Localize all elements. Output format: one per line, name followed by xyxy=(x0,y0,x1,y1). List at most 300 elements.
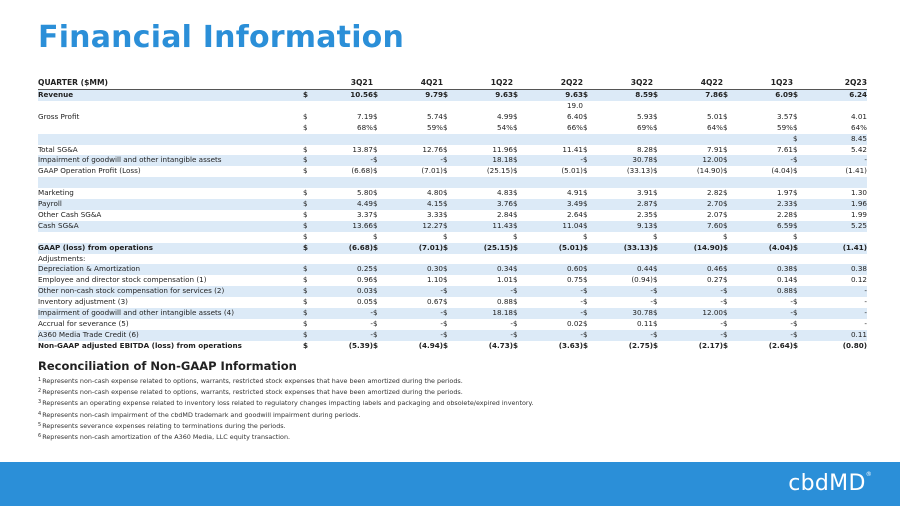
value-cell: - xyxy=(733,155,793,166)
value-cell: 0.03 xyxy=(313,286,373,297)
currency-symbol xyxy=(653,101,663,112)
currency-symbol: $ xyxy=(723,330,733,341)
value-cell: 8.28 xyxy=(636,144,653,154)
value-cell: (4.04) xyxy=(771,166,793,176)
value-cell: 0.38 xyxy=(733,264,793,275)
currency-symbol xyxy=(723,134,733,145)
value-cell: 10.56 xyxy=(313,90,373,101)
currency-symbol xyxy=(303,177,313,188)
footer-bar xyxy=(0,462,900,506)
value-cell xyxy=(313,254,373,265)
table-row xyxy=(38,134,867,145)
currency-symbol: $ xyxy=(303,90,313,101)
value-cell xyxy=(313,134,373,145)
currency-symbol: $ xyxy=(793,243,803,254)
currency-symbol: $ xyxy=(653,90,663,101)
currency-symbol xyxy=(723,177,733,188)
value-cell: 12.76 xyxy=(422,144,443,154)
currency-symbol: $ xyxy=(373,286,383,297)
row-label: Impairment of goodwill and other intangible assets (4) xyxy=(38,308,303,319)
currency-symbol: $ xyxy=(793,221,803,232)
value-cell: 0.12 xyxy=(850,275,867,285)
currency-symbol: $ xyxy=(793,166,798,176)
footnote-text: Represents non-cash amortization of the A360 Media, LLC equity transaction. xyxy=(42,433,291,442)
currency-symbol xyxy=(373,254,383,265)
value-cell xyxy=(383,134,443,145)
value-cell xyxy=(663,101,723,112)
currency-symbol: $ xyxy=(583,155,593,166)
currency-symbol: $ xyxy=(653,330,663,341)
row-label: Other Cash SG&A xyxy=(38,209,102,219)
value-cell: (6.68) xyxy=(351,166,373,176)
currency-symbol: $ xyxy=(723,319,728,329)
value-cell: - xyxy=(803,286,867,297)
table-row xyxy=(38,286,867,297)
value-cell xyxy=(453,134,513,145)
value-cell: 54% xyxy=(497,122,513,132)
currency-symbol: $ xyxy=(443,122,448,132)
value-cell: - xyxy=(593,330,653,341)
value-cell: - xyxy=(370,319,373,329)
footnote xyxy=(38,376,878,387)
value-cell: - xyxy=(440,319,443,329)
value-cell: 3.33 xyxy=(426,209,443,219)
value-cell: 8.59 xyxy=(593,90,653,101)
currency-symbol: $ xyxy=(653,297,658,307)
currency-symbol: $ xyxy=(303,319,308,329)
logo-trademark: ® xyxy=(865,471,872,478)
value-cell xyxy=(593,134,653,145)
value-cell: (5.01) xyxy=(523,243,583,254)
value-cell: - xyxy=(313,330,373,341)
currency-symbol: $ xyxy=(793,90,803,101)
row-label: Accrual for severance (5) xyxy=(38,319,129,329)
table-row xyxy=(38,123,867,134)
footnote-text: Represents non-cash expense related to options, warrants, restricted stock expenses that have been amortized during the periods. xyxy=(42,388,463,397)
currency-symbol: $ xyxy=(653,144,658,154)
currency-symbol xyxy=(443,101,453,112)
value-cell: 11.41 xyxy=(562,144,583,154)
value-cell: 0.38 xyxy=(803,264,867,275)
value-cell: 11.96 xyxy=(492,144,513,154)
value-cell: (2.75) xyxy=(628,340,653,350)
value-cell: 0.60 xyxy=(523,264,583,275)
currency-symbol: $ xyxy=(723,286,733,297)
value-cell: 0.88 xyxy=(733,286,793,297)
currency-symbol: $ xyxy=(303,144,308,154)
value-cell xyxy=(313,177,373,188)
footnote-text: Represents non-cash impairment of the cbdMD trademark and goodwill impairment during periods. xyxy=(42,410,361,419)
value-cell: (7.01) xyxy=(421,166,443,176)
value-cell: 0.96 xyxy=(356,275,373,285)
row-label: Total SG&A xyxy=(38,144,78,154)
value-cell xyxy=(803,254,867,265)
financial-table xyxy=(38,78,867,352)
value-cell: 9.63 xyxy=(453,90,513,101)
value-cell: 7.19 xyxy=(356,111,373,121)
currency-symbol: $ xyxy=(513,319,518,329)
currency-symbol: $ xyxy=(513,166,518,176)
table-row xyxy=(38,210,867,221)
currency-symbol: $ xyxy=(793,275,798,285)
row-label: GAAP (loss) from operations xyxy=(38,243,303,254)
currency-symbol: $ xyxy=(373,199,383,210)
currency-symbol xyxy=(583,254,593,265)
value-cell: 9.63 xyxy=(523,90,583,101)
value-cell xyxy=(663,232,723,243)
footnote-marker: 4 xyxy=(38,410,42,417)
value-cell: (0.80) xyxy=(842,340,867,350)
row-label: Non-GAAP adjusted EBITDA (loss) from operations xyxy=(38,340,242,350)
value-cell xyxy=(593,101,653,112)
currency-symbol: $ xyxy=(303,330,313,341)
value-cell xyxy=(733,232,793,243)
currency-symbol: $ xyxy=(303,155,313,166)
footnote-marker: 3 xyxy=(38,399,42,406)
currency-symbol: $ xyxy=(653,231,658,241)
value-cell: - xyxy=(523,308,583,319)
currency-symbol: $ xyxy=(583,275,588,285)
value-cell: 2.33 xyxy=(733,199,793,210)
value-cell: 0.44 xyxy=(593,264,653,275)
table-header-row xyxy=(38,78,867,90)
row-label: Inventory adjustment (3) xyxy=(38,297,128,307)
currency-symbol: $ xyxy=(723,264,733,275)
quarter-header: 1Q22 xyxy=(443,78,513,90)
value-cell: (4.94) xyxy=(418,340,443,350)
currency-symbol: $ xyxy=(373,209,378,219)
currency-symbol: $ xyxy=(653,209,658,219)
footnote-text: Represents severance expenses relating to terminations during the periods. xyxy=(42,421,286,430)
currency-symbol: $ xyxy=(303,286,313,297)
currency-symbol: $ xyxy=(583,297,588,307)
value-cell: - xyxy=(510,319,513,329)
currency-symbol: $ xyxy=(793,199,803,210)
value-cell: 3.37 xyxy=(356,209,373,219)
currency-symbol: $ xyxy=(583,231,588,241)
value-cell: 1.30 xyxy=(850,188,867,198)
currency-symbol xyxy=(443,134,453,145)
currency-symbol: $ xyxy=(443,243,453,254)
value-cell: 11.04 xyxy=(523,221,583,232)
value-cell: - xyxy=(803,308,867,319)
row-label: Impairment of goodwill and other intangible assets xyxy=(38,155,303,166)
row-label: Gross Profit xyxy=(38,111,80,121)
currency-symbol: $ xyxy=(443,221,453,232)
currency-symbol: $ xyxy=(513,188,518,198)
value-cell xyxy=(663,134,723,145)
quarter-header: 4Q21 xyxy=(373,78,443,90)
currency-symbol: $ xyxy=(373,243,383,254)
value-cell: 4.80 xyxy=(426,188,443,198)
footnotes xyxy=(38,376,878,443)
reconciliation-title: Reconciliation of Non-GAAP Information xyxy=(38,359,297,373)
value-cell: 59% xyxy=(777,122,793,132)
value-cell: (3.63) xyxy=(558,340,583,350)
value-cell: 1.10 xyxy=(426,275,443,285)
value-cell: (2.64) xyxy=(768,340,793,350)
currency-symbol: $ xyxy=(793,111,798,121)
value-cell: (25.15) xyxy=(453,243,513,254)
currency-symbol: $ xyxy=(653,243,663,254)
currency-symbol: $ xyxy=(653,340,659,350)
value-cell: 2.28 xyxy=(776,209,793,219)
currency-symbol: $ xyxy=(513,308,523,319)
value-cell: 2.84 xyxy=(496,209,513,219)
value-cell xyxy=(733,177,793,188)
value-cell: 2.82 xyxy=(706,188,723,198)
currency-symbol: $ xyxy=(653,275,658,285)
value-cell: 7.91 xyxy=(706,144,723,154)
currency-symbol: $ xyxy=(303,231,308,241)
currency-symbol: $ xyxy=(583,144,588,154)
value-cell: - xyxy=(864,297,867,307)
value-cell xyxy=(733,134,793,145)
value-cell: - xyxy=(663,286,723,297)
currency-symbol: $ xyxy=(443,275,448,285)
currency-symbol xyxy=(513,101,523,112)
currency-symbol: $ xyxy=(793,319,798,329)
table-row xyxy=(38,155,867,166)
value-cell: 4.49 xyxy=(313,199,373,210)
value-cell: - xyxy=(313,155,373,166)
footnote xyxy=(38,421,878,432)
value-cell: 11.43 xyxy=(453,221,513,232)
value-cell: 12.00 xyxy=(663,155,723,166)
value-cell: 30.78 xyxy=(593,155,653,166)
currency-symbol: $ xyxy=(303,209,308,219)
value-cell: (2.17) xyxy=(698,340,723,350)
value-cell: - xyxy=(803,155,867,166)
currency-symbol: $ xyxy=(513,199,523,210)
currency-symbol xyxy=(373,101,383,112)
quarter-header: 2Q22 xyxy=(513,78,583,90)
row-label: Employee and director stock compensation (1) xyxy=(38,275,207,285)
value-cell: (4.04) xyxy=(733,243,793,254)
value-cell xyxy=(593,232,653,243)
value-cell: 4.15 xyxy=(383,199,443,210)
currency-symbol: $ xyxy=(793,155,803,166)
currency-symbol: $ xyxy=(723,275,728,285)
table-row xyxy=(38,243,867,254)
value-cell: (14.90) xyxy=(663,243,723,254)
row-label: Other non-cash stock compensation for services (2) xyxy=(38,286,303,297)
currency-symbol xyxy=(793,177,803,188)
logo-text: cbdMD xyxy=(788,471,866,496)
table-row xyxy=(38,199,867,210)
currency-symbol: $ xyxy=(723,243,733,254)
value-cell xyxy=(453,177,513,188)
row-label xyxy=(38,177,303,188)
table-row xyxy=(38,264,867,275)
currency-symbol: $ xyxy=(513,155,523,166)
value-cell: 0.25 xyxy=(313,264,373,275)
table-row xyxy=(38,177,867,188)
currency-symbol: $ xyxy=(303,308,313,319)
value-cell: 0.02 xyxy=(566,319,583,329)
currency-symbol xyxy=(653,177,663,188)
currency-symbol: $ xyxy=(583,330,593,341)
row-label xyxy=(38,134,303,145)
currency-symbol: $ xyxy=(373,90,383,101)
row-label: Depreciation & Amortization xyxy=(38,264,303,275)
value-cell: - xyxy=(864,319,867,329)
table-row xyxy=(38,221,867,232)
currency-symbol: $ xyxy=(653,319,658,329)
value-cell: - xyxy=(720,319,723,329)
value-cell: 5.01 xyxy=(706,111,723,121)
currency-symbol: $ xyxy=(373,308,383,319)
row-label xyxy=(38,232,303,243)
value-cell: - xyxy=(383,286,443,297)
currency-symbol: $ xyxy=(723,209,728,219)
value-cell: - xyxy=(580,297,583,307)
value-cell: 0.14 xyxy=(776,275,793,285)
value-cell: 13.87 xyxy=(352,144,373,154)
currency-symbol: $ xyxy=(443,209,448,219)
currency-symbol: $ xyxy=(373,155,383,166)
currency-symbol xyxy=(373,134,383,145)
table-row xyxy=(38,232,867,243)
currency-symbol: $ xyxy=(513,340,519,350)
currency-symbol: $ xyxy=(513,231,518,241)
currency-symbol: $ xyxy=(443,231,448,241)
table-row xyxy=(38,308,867,319)
currency-symbol: $ xyxy=(373,188,378,198)
currency-symbol: $ xyxy=(303,188,308,198)
value-cell: 0.46 xyxy=(663,264,723,275)
value-cell: - xyxy=(593,286,653,297)
currency-symbol: $ xyxy=(443,286,453,297)
currency-symbol: $ xyxy=(513,144,518,154)
value-cell: 5.25 xyxy=(803,221,867,232)
currency-symbol: $ xyxy=(443,155,453,166)
table-row xyxy=(38,166,867,177)
currency-symbol: $ xyxy=(793,188,798,198)
value-cell: 8.45 xyxy=(803,134,867,145)
value-cell xyxy=(523,232,583,243)
currency-symbol: $ xyxy=(373,166,378,176)
currency-symbol: $ xyxy=(723,297,728,307)
quarter-header: 2Q23 xyxy=(793,78,867,90)
currency-symbol: $ xyxy=(653,111,658,121)
value-cell xyxy=(803,101,867,112)
value-cell xyxy=(593,177,653,188)
value-cell: (14.90) xyxy=(696,166,723,176)
table-row xyxy=(38,297,867,308)
currency-symbol xyxy=(513,134,523,145)
value-cell: - xyxy=(720,297,723,307)
value-cell xyxy=(453,254,513,265)
value-cell: - xyxy=(523,330,583,341)
value-cell: 30.78 xyxy=(593,308,653,319)
currency-symbol: $ xyxy=(583,340,589,350)
row-label xyxy=(38,123,303,134)
value-cell: - xyxy=(383,155,443,166)
value-cell: 0.05 xyxy=(356,297,373,307)
currency-symbol: $ xyxy=(303,340,309,350)
value-cell: 2.70 xyxy=(663,199,723,210)
currency-symbol: $ xyxy=(513,330,523,341)
currency-symbol: $ xyxy=(443,264,453,275)
currency-symbol: $ xyxy=(723,122,728,132)
currency-symbol: $ xyxy=(583,199,593,210)
currency-symbol: $ xyxy=(793,340,799,350)
currency-symbol: $ xyxy=(723,166,728,176)
currency-symbol: $ xyxy=(513,221,523,232)
value-cell: - xyxy=(453,330,513,341)
currency-symbol: $ xyxy=(443,188,448,198)
currency-symbol xyxy=(513,254,523,265)
value-cell xyxy=(313,101,373,112)
table-row xyxy=(38,330,867,341)
currency-symbol: $ xyxy=(373,297,378,307)
currency-symbol: $ xyxy=(723,231,728,241)
table-row xyxy=(38,341,867,352)
value-cell: 3.57 xyxy=(776,111,793,121)
value-cell xyxy=(383,177,443,188)
currency-symbol: $ xyxy=(793,297,798,307)
quarter-header: 4Q22 xyxy=(653,78,723,90)
currency-symbol: $ xyxy=(793,286,803,297)
row-label: Payroll xyxy=(38,199,303,210)
footnote xyxy=(38,410,878,421)
currency-symbol xyxy=(443,254,453,265)
value-cell: - xyxy=(383,308,443,319)
value-cell: 6.24 xyxy=(803,90,867,101)
value-cell: 3.76 xyxy=(453,199,513,210)
currency-symbol xyxy=(793,254,803,265)
value-cell: 66% xyxy=(567,122,583,132)
value-cell xyxy=(663,254,723,265)
row-label: Cash SG&A xyxy=(38,221,303,232)
value-cell xyxy=(803,177,867,188)
currency-symbol xyxy=(723,254,733,265)
value-cell: - xyxy=(313,308,373,319)
currency-symbol: $ xyxy=(583,243,593,254)
currency-symbol xyxy=(513,177,523,188)
value-cell: (1.41) xyxy=(803,243,867,254)
value-cell: - xyxy=(453,286,513,297)
value-cell: 0.67 xyxy=(426,297,443,307)
currency-symbol: $ xyxy=(793,144,798,154)
value-cell xyxy=(383,101,443,112)
currency-symbol: $ xyxy=(723,155,733,166)
table-row xyxy=(38,275,867,286)
value-cell: 12.27 xyxy=(383,221,443,232)
value-cell xyxy=(593,254,653,265)
currency-symbol: $ xyxy=(513,111,518,121)
value-cell xyxy=(733,254,793,265)
value-cell xyxy=(313,232,373,243)
currency-symbol xyxy=(373,177,383,188)
footnote-marker: 2 xyxy=(38,388,42,395)
value-cell: 7.61 xyxy=(776,144,793,154)
currency-symbol: $ xyxy=(443,111,448,121)
value-cell xyxy=(453,101,513,112)
value-cell: 4.83 xyxy=(496,188,513,198)
value-cell: - xyxy=(733,330,793,341)
currency-symbol xyxy=(653,134,663,145)
value-cell: 1.01 xyxy=(496,275,513,285)
value-cell: 68% xyxy=(357,122,373,132)
footnote-text: Represents non-cash expense related to options, warrants, restricted stock expenses that have been amortized during the periods. xyxy=(42,377,463,385)
value-cell: 6.40 xyxy=(566,111,583,121)
table-row xyxy=(38,101,867,112)
currency-symbol: $ xyxy=(513,90,523,101)
currency-symbol: $ xyxy=(303,275,308,285)
value-cell: - xyxy=(790,319,793,329)
